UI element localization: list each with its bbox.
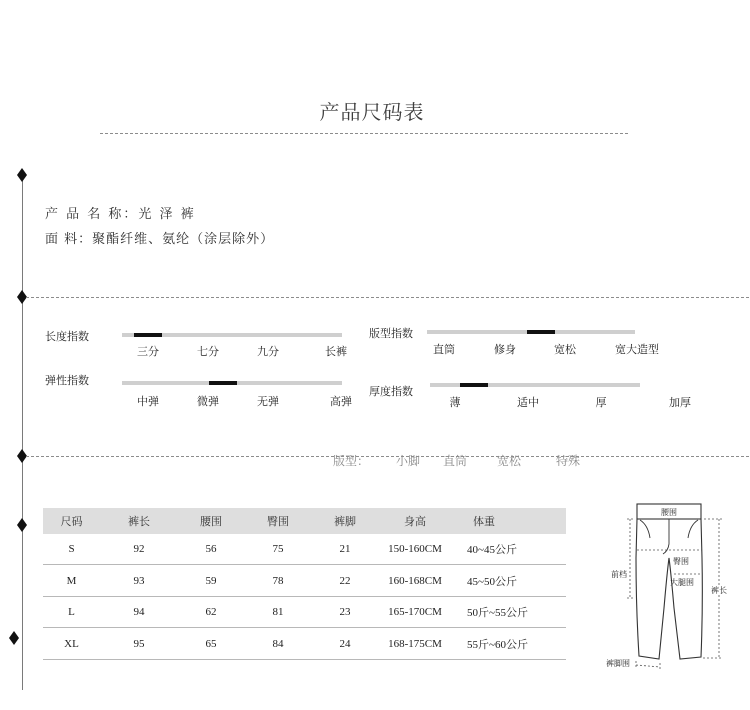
front-rise-label: 前档 (611, 570, 627, 579)
header-body-weight: 体重 (452, 508, 566, 534)
cell-leg-opening: 24 (312, 628, 378, 660)
cell-pants-length: 93 (100, 565, 178, 597)
cell-leg-opening: 21 (312, 534, 378, 565)
length-index-label: 长度指数 (45, 330, 89, 343)
cell-body-weight: 50斤~55公斤 (452, 597, 566, 628)
fabric-label: 面 料： (45, 232, 93, 247)
cell-body-height: 160-168CM (378, 565, 452, 597)
header-body-height: 身高 (378, 508, 452, 534)
diamond-icon (17, 518, 27, 532)
elasticity-index-marker (209, 381, 237, 385)
length-option: 三分 (137, 345, 159, 358)
table-row (43, 597, 566, 628)
product-name-value: 光 泽 裤 (138, 207, 196, 222)
elasticity-index-track (122, 381, 342, 385)
thickness-option: 厚 (595, 396, 607, 409)
cell-waist: 62 (178, 597, 244, 628)
hip-label: 臀围 (673, 557, 689, 566)
fabric-value: 聚酯纤维、氨纶（涂层除外） (92, 232, 275, 247)
fit-type-item: 小脚 (396, 454, 421, 468)
length-label: 裤长 (711, 586, 727, 595)
cell-waist: 65 (178, 628, 244, 660)
diamond-icon (17, 168, 27, 182)
length-index-marker (134, 333, 162, 337)
cell-hip: 78 (244, 565, 312, 597)
cell-hip: 81 (244, 597, 312, 628)
fit-option: 直筒 (433, 343, 455, 356)
cell-body-weight: 45~50公斤 (452, 565, 566, 597)
cell-pants-length: 92 (100, 534, 178, 565)
cell-leg-opening: 23 (312, 597, 378, 628)
table-row (43, 534, 566, 565)
elasticity-index-label: 弹性指数 (45, 374, 89, 387)
fit-index-label: 版型指数 (369, 327, 413, 340)
header-hip: 臀围 (244, 508, 312, 534)
diamond-icon (9, 631, 19, 645)
thickness-index-marker (460, 383, 488, 387)
section-timeline (22, 175, 23, 690)
fit-option: 宽大造型 (615, 343, 659, 356)
thickness-option: 加厚 (669, 396, 691, 409)
elasticity-option: 高弹 (330, 395, 352, 408)
cell-pants-length: 95 (100, 628, 178, 660)
elasticity-option: 微弹 (197, 395, 219, 408)
front-rise-measure-line (627, 519, 635, 598)
cell-body-height: 168-175CM (378, 628, 452, 660)
section-divider (26, 456, 749, 457)
table-row (43, 628, 566, 660)
cell-pants-length: 94 (100, 597, 178, 628)
fit-type-item: 直筒 (443, 454, 468, 468)
fabric-row (45, 232, 274, 248)
fit-type-item: 特殊 (556, 454, 581, 468)
product-name-row (45, 207, 196, 223)
elasticity-option: 无弹 (257, 395, 279, 408)
cell-size: S (43, 534, 100, 565)
cell-body-weight: 55斤~60公斤 (452, 628, 566, 660)
product-name-label: 产 品 名 称： (45, 207, 139, 222)
leg-opening-label: 裤脚围 (606, 659, 630, 668)
length-option: 七分 (197, 345, 219, 358)
cell-waist: 56 (178, 534, 244, 565)
title-divider (100, 133, 628, 134)
elasticity-option: 中弹 (137, 395, 159, 408)
cell-waist: 59 (178, 565, 244, 597)
cell-leg-opening: 22 (312, 565, 378, 597)
header-waist: 腰围 (178, 508, 244, 534)
page-title: 产品尺码表 (319, 100, 425, 124)
cell-size: XL (43, 628, 100, 660)
table-row (43, 565, 566, 597)
thickness-index-track (430, 383, 640, 387)
fit-option: 修身 (494, 343, 516, 356)
cell-size: L (43, 597, 100, 628)
length-option: 九分 (257, 345, 279, 358)
pants-measurement-diagram (600, 498, 740, 673)
thickness-option: 薄 (449, 396, 461, 409)
cell-hip: 75 (244, 534, 312, 565)
cell-body-weight: 40~45公斤 (452, 534, 566, 565)
cell-hip: 84 (244, 628, 312, 660)
fit-type-item: 宽松 (497, 454, 522, 468)
waist-label: 腰围 (661, 508, 677, 517)
cell-body-height: 150-160CM (378, 534, 452, 565)
fit-index-track (427, 330, 635, 334)
section-divider (26, 297, 749, 298)
fit-types-label: 版型： (333, 454, 370, 468)
cell-body-height: 165-170CM (378, 597, 452, 628)
cell-size: M (43, 565, 100, 597)
thigh-label: 大腿围 (670, 578, 694, 587)
length-option: 长裤 (325, 345, 347, 358)
length-index-track (122, 333, 342, 337)
fit-index-marker (527, 330, 555, 334)
leg-opening-measure-line (636, 661, 660, 670)
table-header-row (43, 508, 566, 534)
header-size: 尺码 (43, 508, 100, 534)
header-pants-length: 裤长 (100, 508, 178, 534)
thickness-option: 适中 (517, 396, 539, 409)
thickness-index-label: 厚度指数 (369, 385, 413, 398)
header-leg-opening: 裤脚 (312, 508, 378, 534)
fit-option: 宽松 (554, 343, 576, 356)
size-table (43, 508, 566, 660)
